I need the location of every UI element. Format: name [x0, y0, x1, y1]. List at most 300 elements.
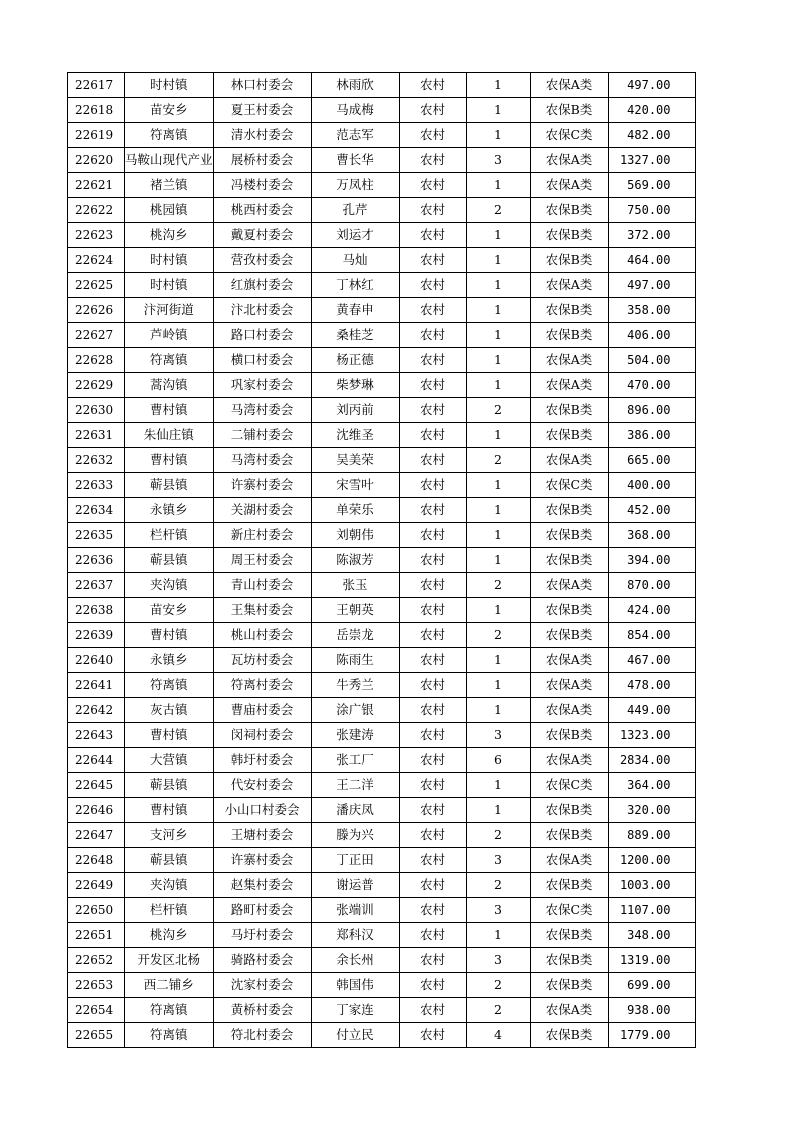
- town-cell: 蒿沟镇: [125, 373, 214, 398]
- household-count-cell: 1: [466, 698, 530, 723]
- village-committee-cell: 冯楼村委会: [213, 173, 311, 198]
- name-cell: 桑桂芝: [311, 323, 399, 348]
- amount-cell: 854.00: [608, 623, 695, 648]
- record-id-cell: 22632: [68, 448, 125, 473]
- name-cell: 付立民: [311, 1023, 399, 1048]
- amount-cell: 1319.00: [608, 948, 695, 973]
- town-cell: 曹村镇: [125, 723, 214, 748]
- name-cell: 柴梦琳: [311, 373, 399, 398]
- household-count-cell: 2: [466, 823, 530, 848]
- amount-cell: 2834.00: [608, 748, 695, 773]
- table-row: [68, 623, 696, 648]
- village-committee-cell: 汴北村委会: [213, 298, 311, 323]
- record-id-cell: 22648: [68, 848, 125, 873]
- town-cell: 褚兰镇: [125, 173, 214, 198]
- insurance-category-cell: 农保B类: [530, 248, 608, 273]
- record-id-cell: 22621: [68, 173, 125, 198]
- household-count-cell: 2: [466, 623, 530, 648]
- town-cell: 符离镇: [125, 348, 214, 373]
- table-row: [68, 773, 696, 798]
- town-cell: 符离镇: [125, 998, 214, 1023]
- area-type-cell: 农村: [399, 98, 466, 123]
- record-id-cell: 22623: [68, 223, 125, 248]
- amount-cell: 348.00: [608, 923, 695, 948]
- table-row: [68, 573, 696, 598]
- village-committee-cell: 许寨村委会: [213, 848, 311, 873]
- area-type-cell: 农村: [399, 148, 466, 173]
- town-cell: 桃沟乡: [125, 923, 214, 948]
- town-cell: 符离镇: [125, 1023, 214, 1048]
- record-id-cell: 22643: [68, 723, 125, 748]
- record-id-cell: 22641: [68, 673, 125, 698]
- town-cell: 灰古镇: [125, 698, 214, 723]
- table-row: [68, 973, 696, 998]
- name-cell: 涂广银: [311, 698, 399, 723]
- table-row: [68, 198, 696, 223]
- record-id-cell: 22637: [68, 573, 125, 598]
- village-committee-cell: 黄桥村委会: [213, 998, 311, 1023]
- amount-cell: 569.00: [608, 173, 695, 198]
- area-type-cell: 农村: [399, 298, 466, 323]
- town-cell: 曹村镇: [125, 448, 214, 473]
- amount-cell: 1200.00: [608, 848, 695, 873]
- record-id-cell: 22645: [68, 773, 125, 798]
- town-cell: 蕲县镇: [125, 848, 214, 873]
- village-committee-cell: 清水村委会: [213, 123, 311, 148]
- household-count-cell: 1: [466, 373, 530, 398]
- table-row: [68, 948, 696, 973]
- table-row: [68, 548, 696, 573]
- area-type-cell: 农村: [399, 923, 466, 948]
- name-cell: 王二洋: [311, 773, 399, 798]
- village-committee-cell: 王集村委会: [213, 598, 311, 623]
- amount-cell: 452.00: [608, 498, 695, 523]
- table-row: [68, 1023, 696, 1048]
- amount-cell: 406.00: [608, 323, 695, 348]
- area-type-cell: 农村: [399, 998, 466, 1023]
- town-cell: 苗安乡: [125, 598, 214, 623]
- village-committee-cell: 赵集村委会: [213, 873, 311, 898]
- record-id-cell: 22652: [68, 948, 125, 973]
- area-type-cell: 农村: [399, 623, 466, 648]
- table-row: [68, 398, 696, 423]
- insurance-category-cell: 农保B类: [530, 1023, 608, 1048]
- area-type-cell: 农村: [399, 973, 466, 998]
- town-cell: 时村镇: [125, 273, 214, 298]
- amount-cell: 1779.00: [608, 1023, 695, 1048]
- household-count-cell: 2: [466, 873, 530, 898]
- record-id-cell: 22627: [68, 323, 125, 348]
- town-cell: 朱仙庄镇: [125, 423, 214, 448]
- insurance-category-cell: 农保B类: [530, 923, 608, 948]
- town-cell: 符离镇: [125, 673, 214, 698]
- insurance-category-cell: 农保B类: [530, 398, 608, 423]
- town-cell: 符离镇: [125, 123, 214, 148]
- amount-cell: 504.00: [608, 348, 695, 373]
- record-id-cell: 22618: [68, 98, 125, 123]
- village-committee-cell: 符离村委会: [213, 673, 311, 698]
- name-cell: 陈淑芳: [311, 548, 399, 573]
- town-cell: 曹村镇: [125, 398, 214, 423]
- household-count-cell: 2: [466, 448, 530, 473]
- town-cell: 夹沟镇: [125, 573, 214, 598]
- village-committee-cell: 代安村委会: [213, 773, 311, 798]
- area-type-cell: 农村: [399, 673, 466, 698]
- village-committee-cell: 符北村委会: [213, 1023, 311, 1048]
- insurance-category-cell: 农保B类: [530, 498, 608, 523]
- amount-cell: 368.00: [608, 523, 695, 548]
- name-cell: 黄春申: [311, 298, 399, 323]
- name-cell: 余长州: [311, 948, 399, 973]
- village-committee-cell: 巩家村委会: [213, 373, 311, 398]
- insurance-category-cell: 农保B类: [530, 523, 608, 548]
- household-count-cell: 1: [466, 123, 530, 148]
- name-cell: 潘庆凤: [311, 798, 399, 823]
- village-committee-cell: 韩圩村委会: [213, 748, 311, 773]
- village-committee-cell: 二铺村委会: [213, 423, 311, 448]
- household-count-cell: 1: [466, 273, 530, 298]
- village-committee-cell: 营孜村委会: [213, 248, 311, 273]
- table-row: [68, 448, 696, 473]
- record-id-cell: 22628: [68, 348, 125, 373]
- insurance-category-cell: 农保B类: [530, 973, 608, 998]
- household-count-cell: 1: [466, 323, 530, 348]
- insurance-category-cell: 农保A类: [530, 373, 608, 398]
- name-cell: 刘朝伟: [311, 523, 399, 548]
- area-type-cell: 农村: [399, 898, 466, 923]
- area-type-cell: 农村: [399, 1023, 466, 1048]
- record-id-cell: 22629: [68, 373, 125, 398]
- record-id-cell: 22617: [68, 73, 125, 98]
- area-type-cell: 农村: [399, 373, 466, 398]
- record-id-cell: 22640: [68, 648, 125, 673]
- household-count-cell: 2: [466, 573, 530, 598]
- amount-cell: 497.00: [608, 73, 695, 98]
- household-count-cell: 1: [466, 73, 530, 98]
- table-row: [68, 698, 696, 723]
- area-type-cell: 农村: [399, 823, 466, 848]
- name-cell: 丁正田: [311, 848, 399, 873]
- record-id-cell: 22650: [68, 898, 125, 923]
- town-cell: 曹村镇: [125, 623, 214, 648]
- name-cell: 丁家连: [311, 998, 399, 1023]
- insurance-category-cell: 农保A类: [530, 698, 608, 723]
- amount-cell: 1323.00: [608, 723, 695, 748]
- village-committee-cell: 周王村委会: [213, 548, 311, 573]
- amount-cell: 938.00: [608, 998, 695, 1023]
- area-type-cell: 农村: [399, 448, 466, 473]
- name-cell: 沈维圣: [311, 423, 399, 448]
- name-cell: 杨正德: [311, 348, 399, 373]
- insurance-category-cell: 农保B类: [530, 198, 608, 223]
- record-id-cell: 22622: [68, 198, 125, 223]
- name-cell: 谢运普: [311, 873, 399, 898]
- town-cell: 马鞍山现代产业: [125, 148, 214, 173]
- village-committee-cell: 横口村委会: [213, 348, 311, 373]
- village-committee-cell: 展桥村委会: [213, 148, 311, 173]
- village-committee-cell: 桃西村委会: [213, 198, 311, 223]
- household-count-cell: 1: [466, 498, 530, 523]
- amount-cell: 424.00: [608, 598, 695, 623]
- insurance-category-cell: 农保B类: [530, 323, 608, 348]
- area-type-cell: 农村: [399, 498, 466, 523]
- table-row: [68, 498, 696, 523]
- village-committee-cell: 新庄村委会: [213, 523, 311, 548]
- name-cell: 王朝英: [311, 598, 399, 623]
- town-cell: 时村镇: [125, 248, 214, 273]
- insurance-category-cell: 农保B类: [530, 723, 608, 748]
- amount-cell: 394.00: [608, 548, 695, 573]
- name-cell: 韩国伟: [311, 973, 399, 998]
- amount-cell: 1327.00: [608, 148, 695, 173]
- household-count-cell: 1: [466, 523, 530, 548]
- amount-cell: 478.00: [608, 673, 695, 698]
- amount-cell: 400.00: [608, 473, 695, 498]
- village-committee-cell: 马湾村委会: [213, 398, 311, 423]
- insurance-category-cell: 农保B类: [530, 423, 608, 448]
- name-cell: 丁林红: [311, 273, 399, 298]
- village-committee-cell: 马圩村委会: [213, 923, 311, 948]
- amount-cell: 665.00: [608, 448, 695, 473]
- area-type-cell: 农村: [399, 773, 466, 798]
- area-type-cell: 农村: [399, 223, 466, 248]
- area-type-cell: 农村: [399, 73, 466, 98]
- village-committee-cell: 闵祠村委会: [213, 723, 311, 748]
- amount-cell: 1003.00: [608, 873, 695, 898]
- insurance-category-cell: 农保C类: [530, 773, 608, 798]
- household-count-cell: 1: [466, 248, 530, 273]
- area-type-cell: 农村: [399, 848, 466, 873]
- household-count-cell: 1: [466, 223, 530, 248]
- insurance-category-cell: 农保A类: [530, 573, 608, 598]
- village-committee-cell: 曹庙村委会: [213, 698, 311, 723]
- area-type-cell: 农村: [399, 948, 466, 973]
- area-type-cell: 农村: [399, 248, 466, 273]
- town-cell: 蕲县镇: [125, 773, 214, 798]
- household-count-cell: 3: [466, 848, 530, 873]
- insurance-category-cell: 农保A类: [530, 998, 608, 1023]
- name-cell: 马成梅: [311, 98, 399, 123]
- town-cell: 大营镇: [125, 748, 214, 773]
- table-row: [68, 298, 696, 323]
- area-type-cell: 农村: [399, 548, 466, 573]
- town-cell: 永镇乡: [125, 498, 214, 523]
- amount-cell: 358.00: [608, 298, 695, 323]
- record-id-cell: 22638: [68, 598, 125, 623]
- insurance-category-cell: 农保A类: [530, 148, 608, 173]
- village-committee-cell: 小山口村委会: [213, 798, 311, 823]
- amount-cell: 467.00: [608, 648, 695, 673]
- household-count-cell: 1: [466, 773, 530, 798]
- town-cell: 开发区北杨: [125, 948, 214, 973]
- record-id-cell: 22619: [68, 123, 125, 148]
- insurance-category-cell: 农保B类: [530, 298, 608, 323]
- record-id-cell: 22646: [68, 798, 125, 823]
- area-type-cell: 农村: [399, 573, 466, 598]
- area-type-cell: 农村: [399, 598, 466, 623]
- household-count-cell: 2: [466, 398, 530, 423]
- record-id-cell: 22630: [68, 398, 125, 423]
- table-row: [68, 598, 696, 623]
- village-committee-cell: 桃山村委会: [213, 623, 311, 648]
- table-row: [68, 898, 696, 923]
- village-committee-cell: 关湖村委会: [213, 498, 311, 523]
- insurance-category-cell: 农保B类: [530, 548, 608, 573]
- amount-cell: 482.00: [608, 123, 695, 148]
- name-cell: 岳崇龙: [311, 623, 399, 648]
- record-id-cell: 22620: [68, 148, 125, 173]
- household-count-cell: 1: [466, 598, 530, 623]
- area-type-cell: 农村: [399, 473, 466, 498]
- area-type-cell: 农村: [399, 748, 466, 773]
- record-id-cell: 22624: [68, 248, 125, 273]
- area-type-cell: 农村: [399, 123, 466, 148]
- area-type-cell: 农村: [399, 398, 466, 423]
- table-body: [68, 73, 696, 1048]
- table-row: [68, 873, 696, 898]
- household-count-cell: 1: [466, 348, 530, 373]
- amount-cell: 699.00: [608, 973, 695, 998]
- household-count-cell: 2: [466, 198, 530, 223]
- household-count-cell: 3: [466, 148, 530, 173]
- household-count-cell: 1: [466, 673, 530, 698]
- name-cell: 张玉: [311, 573, 399, 598]
- table-row: [68, 673, 696, 698]
- table-row: [68, 273, 696, 298]
- amount-cell: 372.00: [608, 223, 695, 248]
- village-committee-cell: 青山村委会: [213, 573, 311, 598]
- table-row: [68, 148, 696, 173]
- area-type-cell: 农村: [399, 798, 466, 823]
- insurance-category-cell: 农保A类: [530, 273, 608, 298]
- record-id-cell: 22644: [68, 748, 125, 773]
- record-id-cell: 22639: [68, 623, 125, 648]
- amount-cell: 889.00: [608, 823, 695, 848]
- record-id-cell: 22647: [68, 823, 125, 848]
- household-count-cell: 4: [466, 1023, 530, 1048]
- name-cell: 万凤柱: [311, 173, 399, 198]
- table-row: [68, 223, 696, 248]
- name-cell: 单荣乐: [311, 498, 399, 523]
- household-count-cell: 1: [466, 173, 530, 198]
- amount-cell: 320.00: [608, 798, 695, 823]
- insurance-category-cell: 农保A类: [530, 448, 608, 473]
- village-committee-cell: 红旗村委会: [213, 273, 311, 298]
- household-count-cell: 1: [466, 923, 530, 948]
- table-row: [68, 998, 696, 1023]
- table-row: [68, 798, 696, 823]
- amount-cell: 1107.00: [608, 898, 695, 923]
- amount-cell: 386.00: [608, 423, 695, 448]
- record-id-cell: 22655: [68, 1023, 125, 1048]
- name-cell: 张工厂: [311, 748, 399, 773]
- record-id-cell: 22626: [68, 298, 125, 323]
- household-count-cell: 6: [466, 748, 530, 773]
- table-row: [68, 523, 696, 548]
- record-id-cell: 22631: [68, 423, 125, 448]
- town-cell: 栏杆镇: [125, 898, 214, 923]
- household-count-cell: 1: [466, 648, 530, 673]
- area-type-cell: 农村: [399, 273, 466, 298]
- town-cell: 支河乡: [125, 823, 214, 848]
- insurance-category-cell: 农保C类: [530, 473, 608, 498]
- amount-cell: 870.00: [608, 573, 695, 598]
- village-committee-cell: 瓦坊村委会: [213, 648, 311, 673]
- insurance-category-cell: 农保B类: [530, 598, 608, 623]
- insurance-category-cell: 农保B类: [530, 223, 608, 248]
- table-row: [68, 473, 696, 498]
- town-cell: 苗安乡: [125, 98, 214, 123]
- amount-cell: 420.00: [608, 98, 695, 123]
- amount-cell: 464.00: [608, 248, 695, 273]
- village-committee-cell: 戴夏村委会: [213, 223, 311, 248]
- town-cell: 曹村镇: [125, 798, 214, 823]
- insurance-category-cell: 农保B类: [530, 98, 608, 123]
- record-id-cell: 22634: [68, 498, 125, 523]
- village-committee-cell: 路町村委会: [213, 898, 311, 923]
- insurance-category-cell: 农保B类: [530, 623, 608, 648]
- table-row: [68, 173, 696, 198]
- amount-cell: 750.00: [608, 198, 695, 223]
- village-committee-cell: 林口村委会: [213, 73, 311, 98]
- town-cell: 西二铺乡: [125, 973, 214, 998]
- name-cell: 林雨欣: [311, 73, 399, 98]
- insurance-category-cell: 农保B类: [530, 823, 608, 848]
- area-type-cell: 农村: [399, 698, 466, 723]
- household-count-cell: 1: [466, 548, 530, 573]
- village-committee-cell: 王塘村委会: [213, 823, 311, 848]
- insurance-category-cell: 农保B类: [530, 873, 608, 898]
- town-cell: 桃园镇: [125, 198, 214, 223]
- name-cell: 滕为兴: [311, 823, 399, 848]
- village-committee-cell: 沈家村委会: [213, 973, 311, 998]
- town-cell: 栏杆镇: [125, 523, 214, 548]
- area-type-cell: 农村: [399, 873, 466, 898]
- area-type-cell: 农村: [399, 173, 466, 198]
- household-count-cell: 1: [466, 423, 530, 448]
- area-type-cell: 农村: [399, 423, 466, 448]
- insurance-category-cell: 农保A类: [530, 73, 608, 98]
- name-cell: 牛秀兰: [311, 673, 399, 698]
- name-cell: 曹长华: [311, 148, 399, 173]
- insurance-category-cell: 农保A类: [530, 648, 608, 673]
- table-row: [68, 423, 696, 448]
- village-committee-cell: 许寨村委会: [213, 473, 311, 498]
- name-cell: 郑科汉: [311, 923, 399, 948]
- household-count-cell: 1: [466, 98, 530, 123]
- table-row: [68, 923, 696, 948]
- table-row: [68, 73, 696, 98]
- amount-cell: 497.00: [608, 273, 695, 298]
- record-id-cell: 22654: [68, 998, 125, 1023]
- insurance-category-cell: 农保B类: [530, 948, 608, 973]
- record-id-cell: 22642: [68, 698, 125, 723]
- household-count-cell: 1: [466, 298, 530, 323]
- area-type-cell: 农村: [399, 198, 466, 223]
- household-count-cell: 3: [466, 723, 530, 748]
- record-id-cell: 22651: [68, 923, 125, 948]
- table-row: [68, 373, 696, 398]
- area-type-cell: 农村: [399, 723, 466, 748]
- insurance-category-cell: 农保A类: [530, 173, 608, 198]
- insurance-category-cell: 农保C类: [530, 123, 608, 148]
- name-cell: 张建涛: [311, 723, 399, 748]
- town-cell: 永镇乡: [125, 648, 214, 673]
- insurance-category-cell: 农保A类: [530, 348, 608, 373]
- record-id-cell: 22653: [68, 973, 125, 998]
- name-cell: 范志军: [311, 123, 399, 148]
- name-cell: 张端训: [311, 898, 399, 923]
